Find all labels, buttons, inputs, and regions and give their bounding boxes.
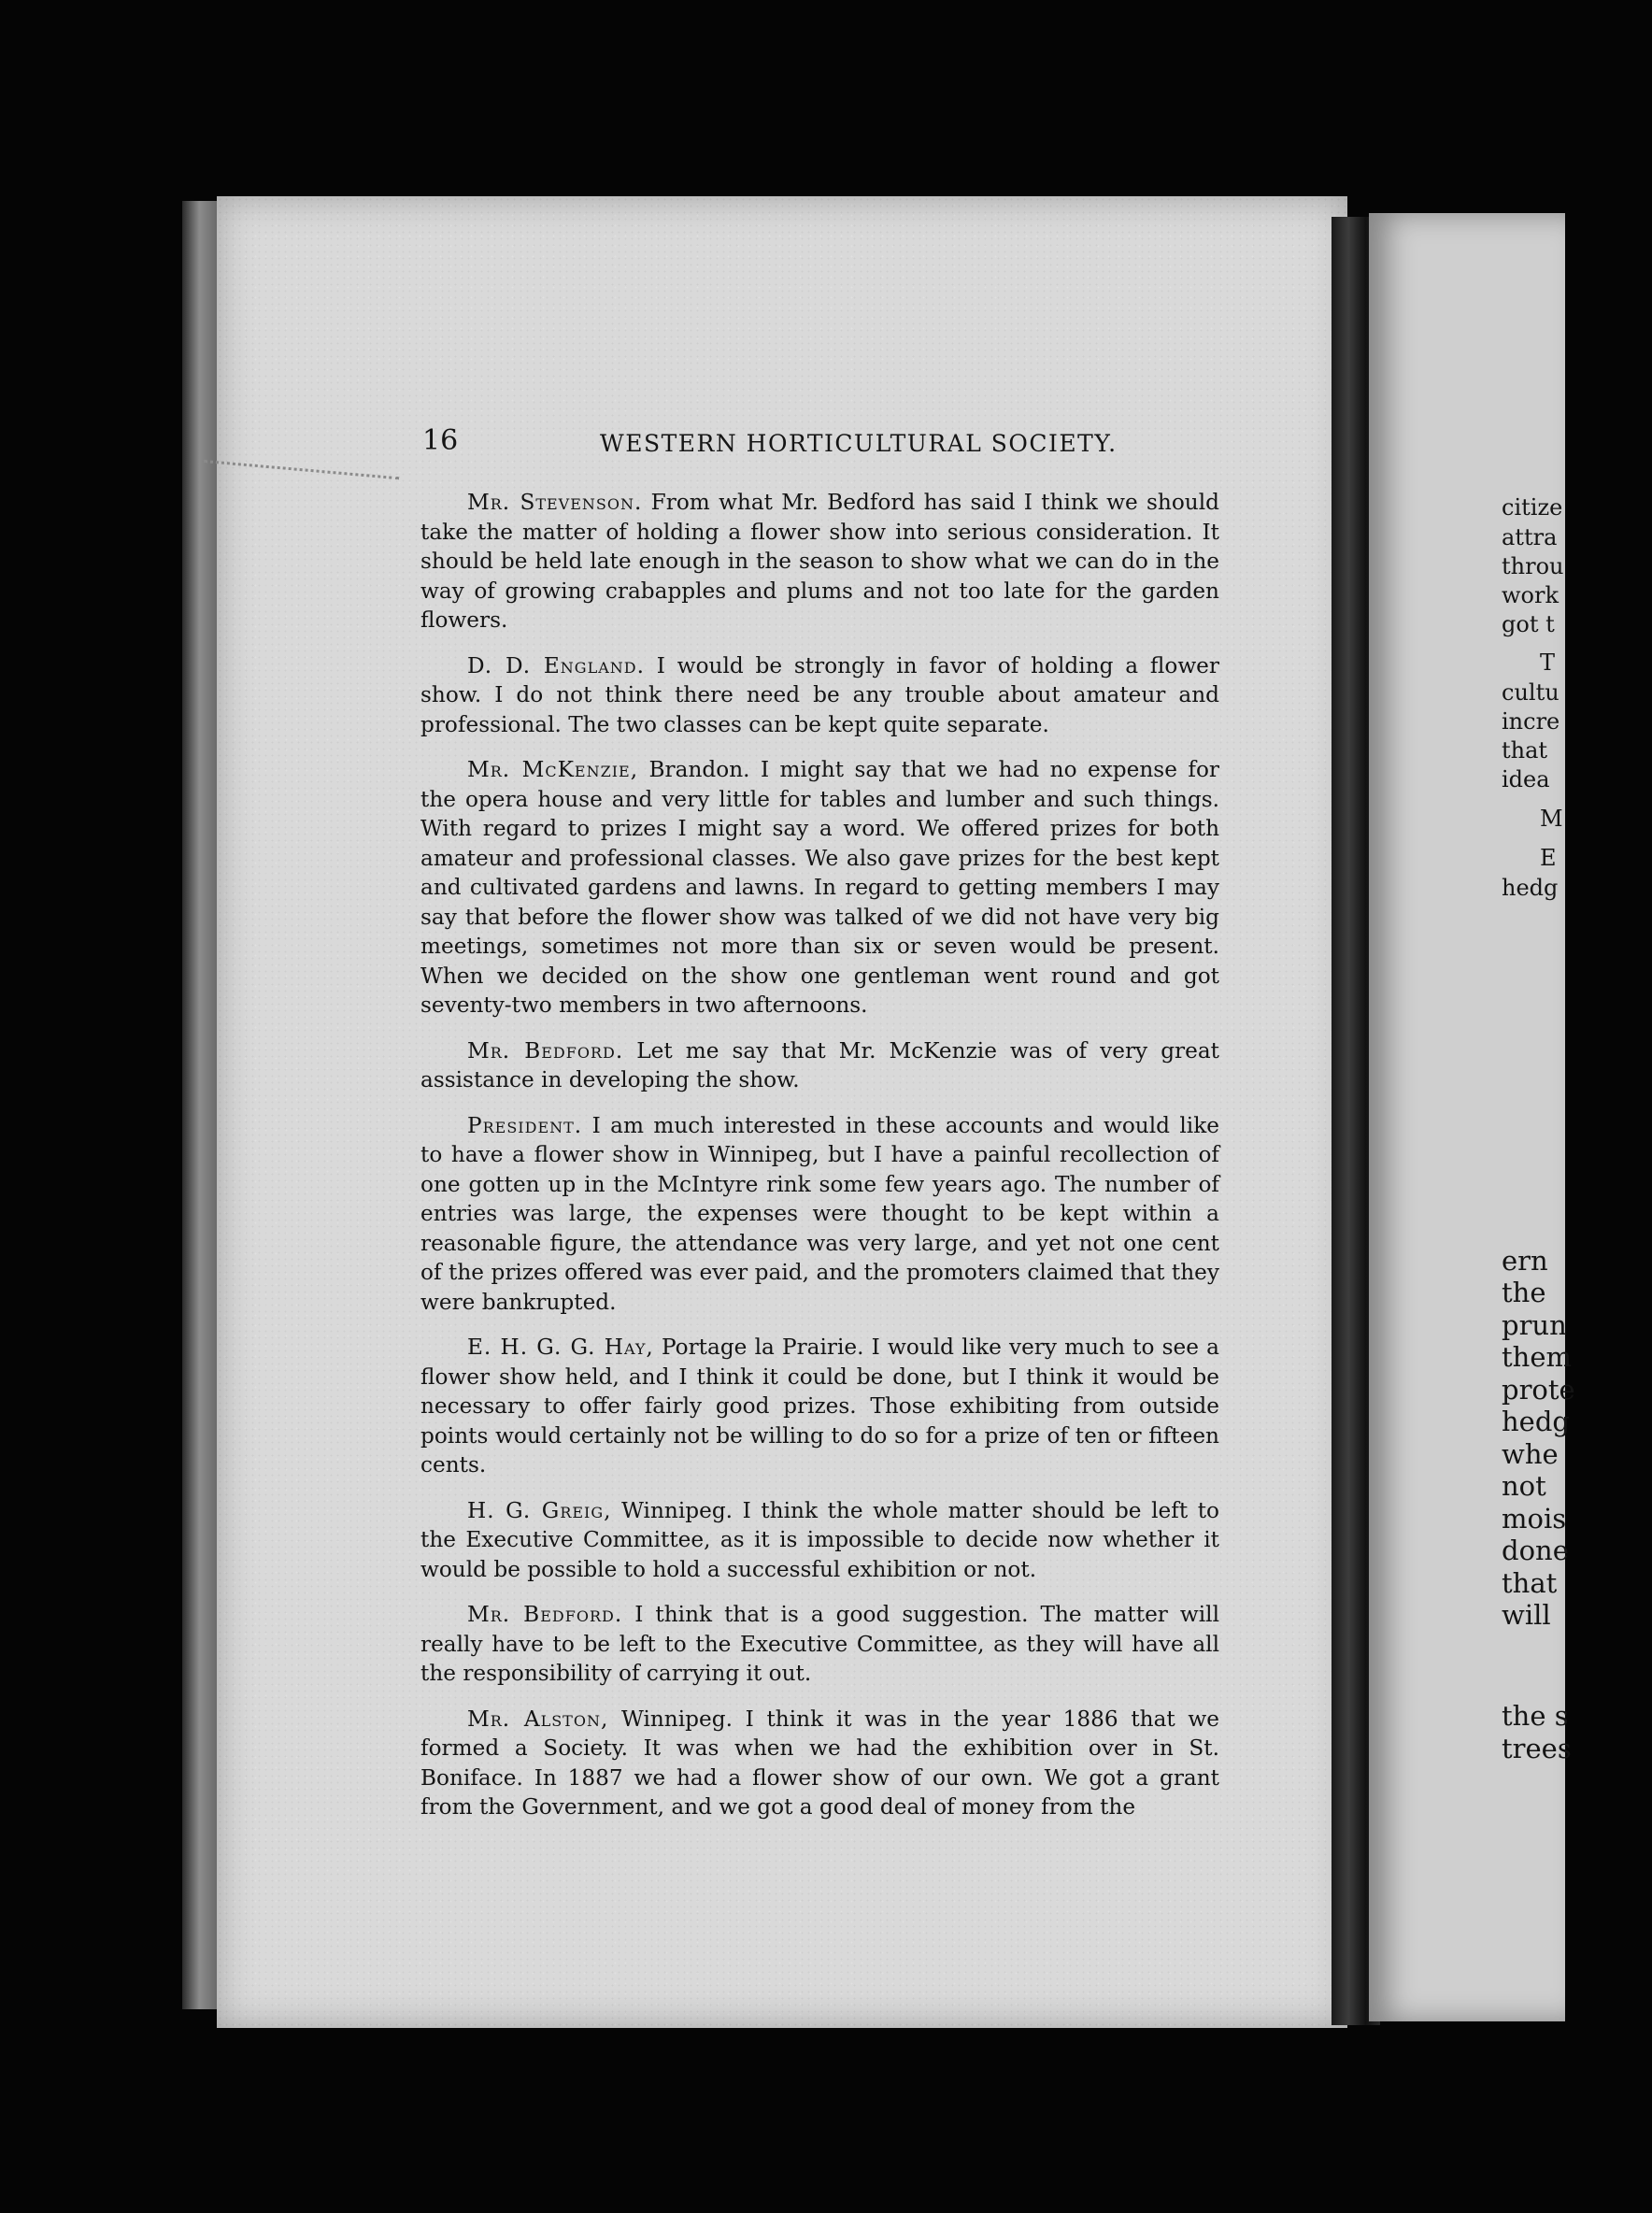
speaker-name: E. H. G. G. Hay, [467,1335,654,1360]
facing-line: them [1502,1341,1572,1373]
facing-line: attra [1502,524,1558,550]
paragraph-england [420,651,1219,740]
facing-line: idea [1502,766,1550,792]
paragraph-greig [420,1496,1219,1585]
facing-line: citize [1502,494,1563,521]
facing-line: that [1502,1567,1558,1599]
running-head [422,424,1226,471]
paragraph-text: Brandon. I might say that we had no expense for the opera house and very little for tables and lumber and such things. With regard to prizes I might say a word. We offered prizes for both amateur and professional classes. We also gave prizes for the best kept and cultivated gardens and lawns. In regard to getting members I may say that before the flower show was talked of we did not have very big meetings, sometimes not more than six or seven would be present. When we decided on the show one gentleman went round and got seventy-two members in two afternoons. [420,757,1219,1018]
facing-line: E [1540,845,1557,871]
paragraph-hay [420,1333,1219,1480]
facing-line: whe [1502,1438,1559,1470]
paragraph-text: I think that is a good suggestion. The matter will really have to be left to the Executive Committee, as they will have all the responsibility of carrying it out. [420,1602,1219,1686]
paragraph-bedford-2 [420,1600,1219,1689]
speaker-name: Mr. Stevenson. [467,490,643,515]
facing-line: trees [1502,1733,1572,1764]
facing-line: throu [1502,553,1564,579]
speaker-name: Mr. Alston, [467,1706,609,1732]
speaker-name: Mr. Bedford. [467,1037,624,1064]
paragraph-stevenson [420,488,1219,635]
paragraph-text: Let me say that Mr. McKenzie was of very great assistance in developing the show. [420,1037,1219,1092]
page-number: 16 [422,424,459,457]
facing-line: prote [1502,1374,1575,1406]
speaker-name: Mr. Bedford. [467,1602,623,1627]
facing-line: hedg [1502,1406,1570,1437]
facing-line: the s [1502,1700,1569,1732]
page-header: WESTERN HORTICULTURAL SOCIETY. [600,430,1118,457]
facing-line: cultu [1502,679,1559,706]
speaker-name: Mr. McKenzie, [467,757,639,782]
facing-line: will [1502,1599,1551,1631]
speaker-name: President. [467,1112,583,1138]
paragraph-president [420,1111,1219,1318]
facing-line: ern [1502,1245,1548,1277]
paragraph-text: Winnipeg. I think the whole matter should be left to the Executive Committee, as it is impossible to decide now whether it would be possible to hold a successful exhibition or not. [420,1497,1220,1582]
paragraph-bedford-1 [420,1036,1219,1095]
facing-line: prun [1502,1309,1567,1341]
speaker-name: H. G. Greig, [467,1497,612,1523]
facing-line: mois [1502,1503,1567,1535]
facing-line: the [1502,1277,1546,1308]
facing-line: hedg [1502,875,1559,901]
paragraph-mckenzie [420,755,1219,1021]
facing-line: not [1502,1470,1546,1502]
facing-line: work [1502,582,1559,608]
facing-line: incre [1502,708,1560,735]
speaker-name: D. D. England. [467,652,645,678]
paragraph-text: I would be strongly in favor of holding a flower show. I do not think there need be any trouble about amateur and professional. The two classes can be kept quite separate. [420,652,1219,737]
facing-line: M [1540,806,1563,832]
facing-line: got t [1502,611,1555,637]
paragraph-text: Winnipeg. I think it was in the year 1886 that we formed a Society. It was when we had the exhibition over in St. Boniface. In 1887 we had a flower show of our own. We got a grant from the Government, and we got a good deal of money from the [420,1706,1219,1820]
paragraph-text: Portage la Prairie. I would like very much to see a flower show held, and I think it could be done, but I think it would be necessary to offer fairly good prizes. Those exhibiting from outside points would certainly not be willing to do so for a prize of ten or fifteen cents. [420,1335,1219,1478]
facing-line: T [1540,650,1556,676]
paragraph-alston [420,1705,1219,1822]
facing-line: that [1502,737,1548,764]
page-text [420,488,1219,1838]
paragraph-text: From what Mr. Bedford has said I think we should take the matter of holding a flower show into serious consideration. It should be held late enough in the season to show what we can do in the way of growing crabapples and plums and not too late for the garden flowers. [420,490,1220,633]
paragraph-text: I am much interested in these accounts and would like to have a flower show in Winnipeg, but I have a painful recollection of one gotten up in the McIntyre rink some few years ago. The number of entries was large, the expenses were thought to be kept within a reasonable figure, the attendance was very large, and yet not one cent of the prizes offered was ever paid, and the promoters claimed that they were bankrupted. [420,1112,1219,1315]
facing-line: done [1502,1535,1569,1566]
